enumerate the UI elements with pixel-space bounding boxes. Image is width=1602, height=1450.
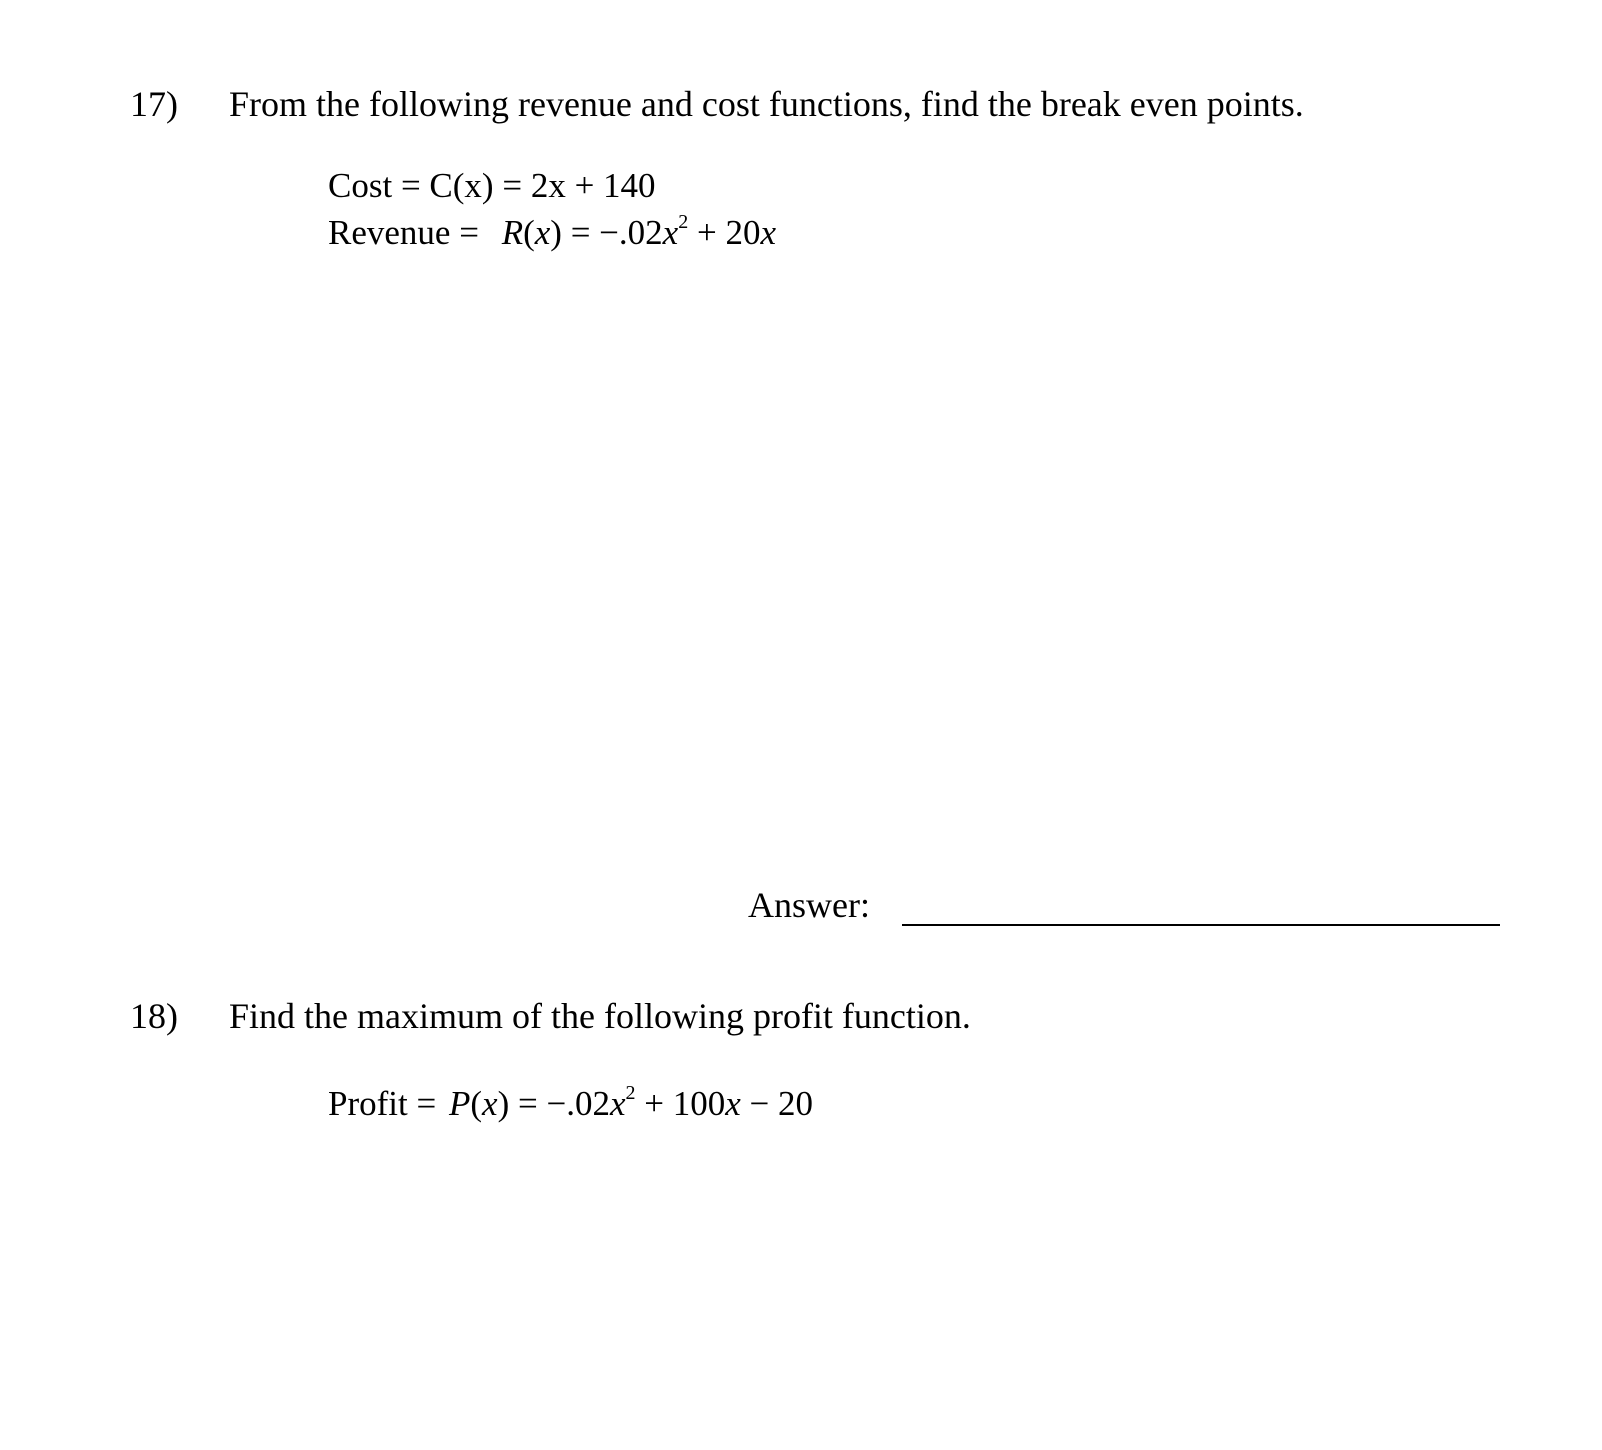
profit-linear-var: x [725,1084,741,1123]
profit-var: x [482,1084,498,1123]
question-18-number: 18) [130,996,178,1036]
revenue-linear-var: x [760,213,777,252]
answer-label: Answer: [748,885,870,925]
question-17-number: 17) [130,84,178,124]
revenue-square-var: x [662,213,679,252]
revenue-var: x [534,213,551,252]
revenue-exponent: 2 [678,211,689,233]
profit-coefficient: = −.02 [517,1084,610,1123]
profit-exponent: 2 [625,1082,636,1104]
profit-square-var: x [609,1084,626,1123]
profit-constant-term: − 20 [749,1084,814,1123]
profit-equation: Profit = $P(x) = -.02x^2 + 100x - 20$ [328,1082,814,1123]
profit-linear-term: + 100 [644,1084,726,1123]
revenue-coefficient: = −.02 [570,213,663,252]
revenue-func: R [501,213,524,252]
question-17-prompt: From the following revenue and cost functions, find the break even points. [229,84,1304,124]
profit-func: P [448,1084,471,1123]
revenue-linear-term: + 20 [696,213,761,252]
question-18-prompt: Find the maximum of the following profit function. [229,996,971,1036]
profit-label: Profit = [328,1084,437,1123]
answer-blank-line[interactable] [902,924,1500,926]
cost-equation: Cost = C(x) = 2x + 140 [328,166,656,205]
revenue-equation: Revenue = $R(x) = -.02x^2 + 20x$ [328,211,777,252]
revenue-label: Revenue = [328,213,479,252]
